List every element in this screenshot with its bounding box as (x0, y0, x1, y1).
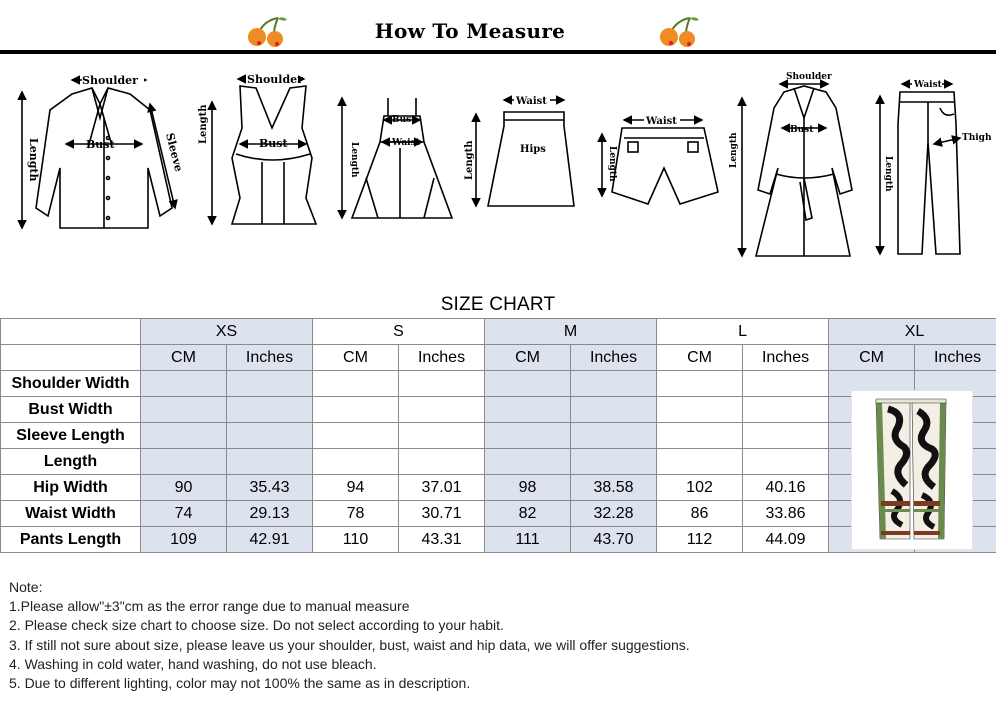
table-cell (571, 423, 657, 449)
table-cell (313, 423, 399, 449)
table-row (1, 423, 996, 449)
table-row (1, 527, 996, 553)
coat-length-label: Length (729, 132, 739, 168)
table-cell: 78 (313, 501, 399, 527)
unit-inches: Inches (571, 345, 657, 371)
table-row (1, 397, 996, 423)
dress-diagram (342, 98, 452, 218)
table-cell: 102 (657, 475, 743, 501)
table-cell (571, 397, 657, 423)
table-cell (743, 423, 829, 449)
table-row (1, 449, 996, 475)
table-cell: 86 (657, 501, 743, 527)
table-cell (313, 449, 399, 475)
table-cell (399, 397, 485, 423)
coat-shoulder-label: Shoulder (786, 72, 832, 82)
unit-cm: CM (829, 345, 915, 371)
table-cell (657, 449, 743, 475)
table-cell: 29.13 (227, 501, 313, 527)
unit-cm: CM (657, 345, 743, 371)
table-cell (657, 397, 743, 423)
shorts-length-label: Length (607, 146, 617, 182)
shorts-waist-label: Waist (646, 116, 677, 127)
note-item: 3. If still not sure about size, please leave us your shoulder, bust, waist and hip data, we will offer suggestions. (9, 636, 690, 653)
unit-header-row (1, 345, 996, 371)
shirt-sleeve-label: Sleeve (163, 131, 186, 174)
table-cell: 30.71 (399, 501, 485, 527)
row-label: Waist Width (1, 501, 141, 527)
note-item: 5. Due to different lighting, color may not 100% the same as in description. (9, 675, 471, 692)
note-item: 1.Please allow"±3"cm as the error range due to manual measure (9, 598, 410, 615)
table-cell (141, 397, 227, 423)
coat-bust-label: Bust (790, 125, 814, 135)
table-cell (743, 371, 829, 397)
table-cell (227, 397, 313, 423)
table-cell (313, 397, 399, 423)
table-cell: 109 (141, 527, 227, 553)
table-row (1, 371, 996, 397)
shirt-shoulder-label: Shoulder (82, 74, 138, 87)
table-cell (399, 449, 485, 475)
row-label: Bust Width (1, 397, 141, 423)
table-cell: 74 (141, 501, 227, 527)
note-item: 2. Please check size chart to choose size. Do not select according to your habit. (9, 617, 504, 634)
table-cell (227, 423, 313, 449)
table-cell: 90 (141, 475, 227, 501)
page-title: How To Measure (374, 19, 566, 43)
pants-diagram (880, 77, 992, 254)
table-cell (571, 449, 657, 475)
unit-cm: CM (141, 345, 227, 371)
table-cell (485, 371, 571, 397)
table-cell: 40.16 (743, 475, 829, 501)
header (0, 0, 996, 52)
table-cell: 43.31 (399, 527, 485, 553)
pants-length-label: Length (883, 156, 893, 192)
dress-waist-label: Waist (392, 138, 420, 148)
shorts-diagram (602, 113, 718, 204)
table-cell: 112 (657, 527, 743, 553)
table-cell: 37.01 (399, 475, 485, 501)
size-chart-table (0, 318, 996, 553)
table-cell: 38.58 (571, 475, 657, 501)
table-cell: 43.70 (571, 527, 657, 553)
dress-length-label: Length (349, 142, 359, 178)
size-l-header: L (657, 319, 829, 345)
unit-inches: Inches (399, 345, 485, 371)
table-cell: 110 (313, 527, 399, 553)
measurement-diagrams (0, 58, 996, 290)
table-cell (485, 449, 571, 475)
corner-cell (1, 319, 141, 345)
table-cell (657, 423, 743, 449)
vest-shoulder-label: Shoulder (247, 73, 303, 86)
table-cell (399, 371, 485, 397)
dress-bust-label: Bust (392, 115, 416, 125)
size-xs-header: XS (141, 319, 313, 345)
table-cell (141, 423, 227, 449)
size-header-row (1, 319, 996, 345)
table-cell (227, 371, 313, 397)
vest-length-label: Length (198, 104, 209, 144)
corner-cell (1, 345, 141, 371)
product-image (851, 390, 973, 550)
table-cell (657, 371, 743, 397)
vest-diagram (198, 72, 316, 224)
notes-heading: Note: (9, 579, 43, 595)
coat-diagram (729, 72, 852, 256)
table-cell: 44.09 (743, 527, 829, 553)
table-cell (141, 371, 227, 397)
table-cell: 42.91 (227, 527, 313, 553)
table-cell (571, 371, 657, 397)
table-cell (743, 397, 829, 423)
table-cell: 94 (313, 475, 399, 501)
row-label: Shoulder Width (1, 371, 141, 397)
table-cell (227, 449, 313, 475)
shirt-length-label: Length (27, 138, 40, 182)
size-chart-title: SIZE CHART (440, 294, 556, 315)
unit-inches: Inches (743, 345, 829, 371)
row-label: Sleeve Length (1, 423, 141, 449)
table-cell: 98 (485, 475, 571, 501)
vest-bust-label: Bust (259, 137, 288, 150)
shirt-bust-label: Bust (86, 138, 115, 151)
size-s-header: S (313, 319, 485, 345)
unit-cm: CM (485, 345, 571, 371)
row-label: Length (1, 449, 141, 475)
table-cell (313, 371, 399, 397)
notes-section (9, 578, 690, 693)
table-row (1, 475, 996, 501)
size-xl-header: XL (829, 319, 996, 345)
skirt-diagram (464, 93, 574, 206)
unit-cm: CM (313, 345, 399, 371)
pants-right-leg (912, 401, 946, 539)
unit-inches: Inches (227, 345, 313, 371)
skirt-hips-label: Hips (520, 144, 546, 155)
pants-thigh-label: Thigh (962, 133, 992, 143)
pants-waist-label: Waist (914, 80, 942, 90)
table-cell (485, 397, 571, 423)
row-label: Pants Length (1, 527, 141, 553)
table-cell (141, 449, 227, 475)
skirt-waist-label: Waist (516, 96, 547, 107)
unit-inches: Inches (915, 345, 996, 371)
table-cell (485, 423, 571, 449)
cherry-icon (656, 16, 702, 50)
header-divider (0, 50, 996, 54)
row-label: Hip Width (1, 475, 141, 501)
table-cell: 32.28 (571, 501, 657, 527)
shirt-diagram (22, 73, 185, 228)
table-cell (743, 449, 829, 475)
table-cell (399, 423, 485, 449)
table-row (1, 501, 996, 527)
table-cell: 33.86 (743, 501, 829, 527)
note-item: 4. Washing in cold water, hand washing, do not use bleach. (9, 655, 377, 672)
table-cell: 82 (485, 501, 571, 527)
table-cell: 35.43 (227, 475, 313, 501)
table-cell: 111 (485, 527, 571, 553)
size-m-header: M (485, 319, 657, 345)
pants-left-leg (876, 401, 910, 539)
skirt-length-label: Length (464, 140, 475, 180)
